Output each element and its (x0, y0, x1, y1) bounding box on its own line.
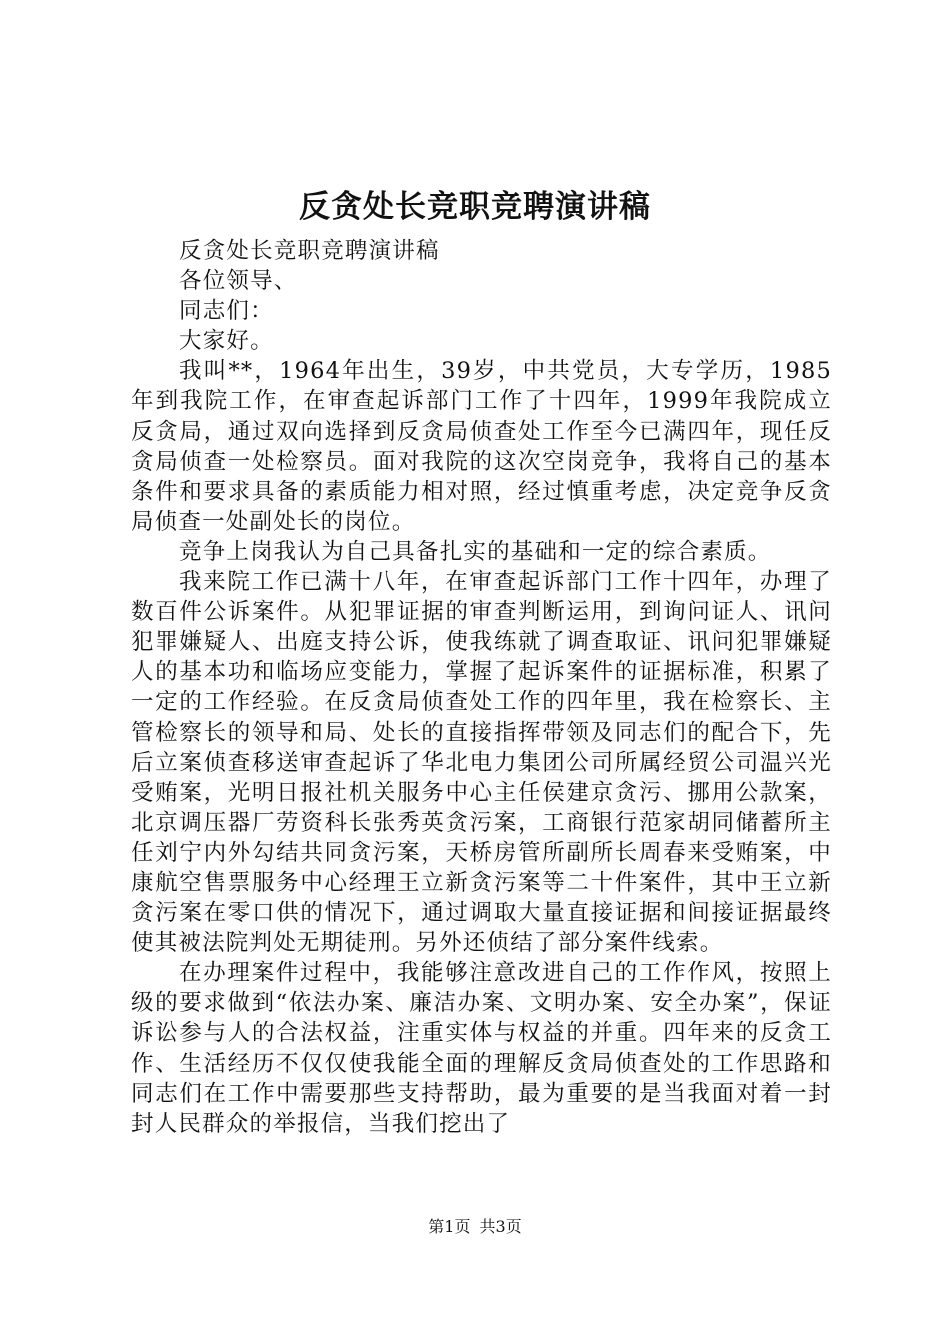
paragraph-salutation-comrades: 同志们： (179, 298, 274, 325)
paragraph-introduction: 我叫**，1964年出生，39岁，中共党员，大专学历，1985年到我院工作，在审查起诉部门工作了十四年，1999年我院成立反贪局，通过双向选择到反贪局侦查处工作至今已满四年，现任反贪局侦查一处检察员。面对我院的这次空岗竞争，我将自己的基本条件和要求具备的素质能力相对照，经过慎重考虑，决定竞争反贪局侦查一处副处长的岗位。 (131, 358, 832, 535)
paragraph-qualification: 竞争上岗我认为自己具备扎实的基础和一定的综合素质。 (179, 538, 772, 565)
document-title: 反贪处长竞职竞聘演讲稿 (299, 189, 651, 225)
paragraph-salutation-leaders: 各位领导、 (179, 268, 298, 295)
paragraph-greeting: 大家好。 (179, 328, 274, 355)
page-total: 共3页 (479, 1217, 522, 1236)
page-footer (0, 1215, 950, 1239)
document-body (131, 236, 832, 1139)
paragraph-work-style: 在办理案件过程中，我能够注意改进自己的工作作风，按照上级的要求做到“依法办案、廉洁办案、文明办案、安全办案”，保证诉讼参与人的合法权益，注重实体与权益的并重。四年来的反贪工作、生活经历不仅仅使我能全面的理解反贪局侦查处的工作思路和同志们在工作中需要那些支持帮助，最为重要的是当我面对着一封封人民群众的举报信，当我们挖出了 (131, 960, 832, 1137)
page-number: 第1页 (428, 1217, 471, 1236)
paragraph-experience: 我来院工作已满十八年，在审查起诉部门工作十四年，办理了数百件公诉案件。从犯罪证据的审查判断运用，到询问证人、讯问犯罪嫌疑人、出庭支持公诉，使我练就了调查取证、讯问犯罪嫌疑人的基本功和临场应变能力，掌握了起诉案件的证据标准，积累了一定的工作经验。在反贪局侦查处工作的四年里，我在检察长、主管检察长的领导和局、处长的直接指挥带领及同志们的配合下，先后立案侦查移送审查起诉了华北电力集团公司所属经贸公司温兴光受贿案，光明日报社机关服务中心主任侯建京贪污、挪用公款案，北京调压器厂劳资科长张秀英贪污案，工商银行范家胡同储蓄所主任刘宁内外勾结共同贪污案，天桥房管所副所长周春来受贿案，中康航空售票服务中心经理王立新贪污案等二十件案件，其中王立新贪污案在零口供的情况下，通过调取大量直接证据和间接证据最终使其被法院判处无期徒刑。另外还侦结了部分案件线索。 (131, 569, 832, 957)
paragraph-heading: 反贪处长竞职竞聘演讲稿 (179, 238, 440, 264)
